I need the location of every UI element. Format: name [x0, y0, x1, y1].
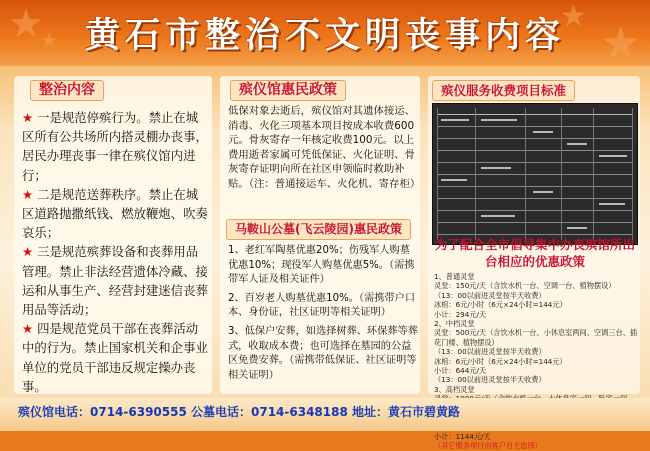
list-item: 小计：1144元/天: [434, 431, 491, 441]
list-item: ★ 四是规范党员干部在丧葬活动中的行为。禁止国家机关和企事业单位的党员干部违反规定操办丧事。: [22, 321, 208, 394]
middle-heading-2: 马鞍山公墓(飞云陵园)惠民政策: [226, 219, 411, 240]
list-item: 1、老红军陶墓优惠20%；伤残军人购墓优惠10%；现役军人购墓优惠5%。（需携带军人证及相关证件）: [228, 245, 415, 286]
page-title: 黄石市整治不文明丧事内容: [84, 16, 565, 56]
star-icon: ★: [560, 0, 587, 34]
list-item: 1、普通灵堂: [434, 272, 475, 281]
list-item: ★ 一是规范停殡行为。禁止在城区所有公共场所内搭灵棚办丧事，居民办理丧事一律在殡仪馆内进行；: [22, 110, 208, 183]
right-heading: 殡仪服务收费项目标准: [432, 80, 575, 101]
middle-text-1: 低保对象去逝后，殡仪馆对其遗体接运、消毒、火化三项基本项目按成本收费600元。骨灰寄存一年核定收费100元。以上费用逝者家属可凭低保证、火化证明、骨灰寄存证明向所在社区申领临时救助补贴。（注：普通接运车、火化机、寄存柜）: [228, 105, 421, 190]
list-item: 冰棺：6元/小时（6元×24小时=144元）: [434, 356, 567, 366]
list-item: ★ 二是规范送葬秩序。禁止在城区道路抛撒纸钱、燃放鞭炮、吹奏哀乐；: [22, 186, 208, 241]
list-item: ★ 三是规范殡葬设备和丧葬用品管理。禁止非法经营遗体冷藏、接运和从事生产、经营封建迷信丧葬用品等活动；: [22, 244, 208, 318]
list-item: 灵堂：500元/天（含饮水机一台、小休息室两间、空调三台、插花门楼、植物摆设）: [434, 328, 638, 347]
star-icon: ★: [600, 16, 642, 70]
middle-list: [228, 244, 418, 383]
list-item: 冰棺：6元/小时（6元×24小时=144元）: [434, 300, 567, 310]
list-item: 2、中档灵堂: [434, 319, 475, 329]
star-icon: ★: [8, 1, 44, 47]
list-item: （13：00以前进灵堂按半天收费）: [434, 347, 546, 357]
list-item: （13：00以前进灵堂按半天收费）: [434, 290, 546, 300]
promo-title: 为了配合全市倡导集中办丧殡馆所出台相应的优惠政策: [434, 237, 635, 269]
middle-heading-1: 殡仪馆惠民政策: [230, 80, 346, 101]
footer-contact: 殡仪馆电话：0714-6390555 公墓电话：0714-6348188 地址：黄石市碧黄路: [18, 405, 461, 419]
star-icon: ★: [40, 28, 58, 52]
list-item: （13：00以前进灵堂按半天收费）: [434, 375, 546, 385]
list-item: 小计：294元/天: [434, 309, 487, 319]
list-item: 小计：644元/天: [434, 366, 487, 376]
list-item: 灵堂：150元/天（含饮水机一台、空调一台、植物摆设）: [434, 281, 616, 291]
fee-table-image: [432, 103, 638, 245]
list-item: 2、百岁老人购墓优惠10%。（需携带户口本、身份证，社区证明等相关证明）: [228, 292, 416, 319]
list-item: 3、高档灵堂: [434, 384, 475, 394]
left-list: [22, 108, 208, 396]
list-item: 3、低保户安葬，如选择树葬、环保葬等葬式，收取成本费；也可选择在墓园的公益区免费安葬。（需携带低保证、社区证明等相关证明）: [228, 325, 418, 381]
left-heading: 整治内容: [30, 80, 104, 101]
list-item: （其它服务项目由客户自主选择）: [434, 441, 542, 451]
